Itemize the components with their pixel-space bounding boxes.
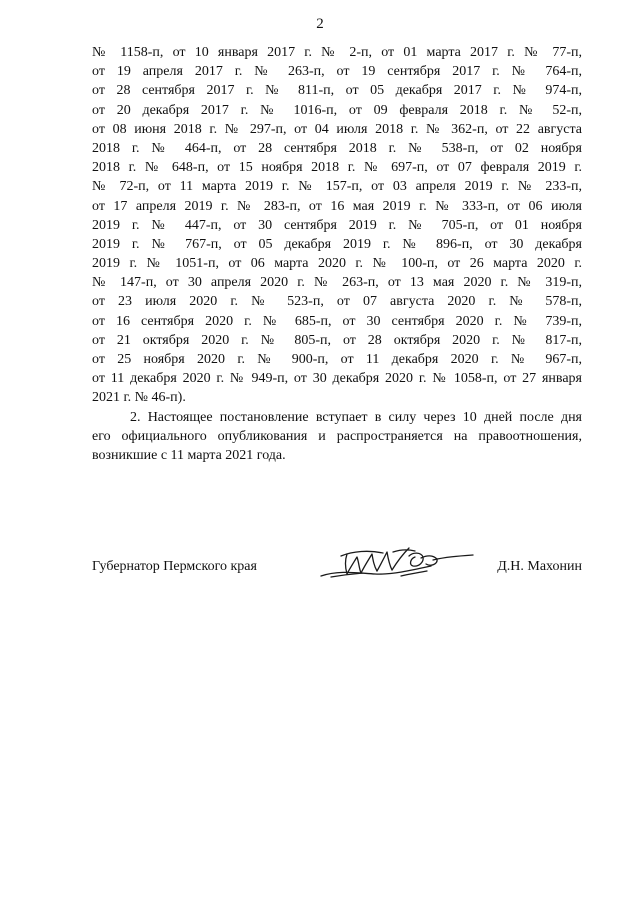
- handwritten-signature: [317, 540, 477, 585]
- page-number: 2: [316, 16, 324, 32]
- text-line: от 21 октября 2020 г. № 805-п, от 28 октября 2020 г. № 817-п,: [92, 332, 582, 348]
- paragraph-1: [92, 43, 582, 408]
- text-line: 2019 г. № 767-п, от 05 декабря 2019 г. № 896-п, от 30 декабря: [92, 236, 582, 252]
- text-line: № 1158-п, от 10 января 2017 г. № 2-п, от 01 марта 2017 г. № 77-п,: [92, 45, 582, 60]
- text-line: 2018 г. № 464-п, от 28 сентября 2018 г. № 538-п, от 02 ноября: [92, 140, 582, 156]
- text-line: от 28 сентября 2017 г. № 811-п, от 05 декабря 2017 г. № 974-п,: [92, 83, 582, 99]
- text-line: от 11 декабря 2020 г. № 949-п, от 30 декабря 2020 г. № 1058-п, от 27 января: [92, 371, 582, 387]
- signer-position: Губернатор Пермского края: [92, 559, 257, 574]
- text-line: от 19 апреля 2017 г. № 263-п, от 19 сентября 2017 г. № 764-п,: [92, 64, 582, 80]
- text-line: от 08 июня 2018 г. № 297-п, от 04 июля 2018 г. № 362-п, от 22 августа: [92, 121, 582, 137]
- text-line: возникшие с 11 марта 2021 года.: [92, 447, 286, 463]
- text-line: 2019 г. № 447-п, от 30 сентября 2019 г. № 705-п, от 01 ноября: [92, 217, 582, 233]
- text-line: от 25 ноября 2020 г. № 900-п, от 11 декабря 2020 г. № 967-п,: [92, 352, 582, 367]
- text-line: от 20 декабря 2017 г. № 1016-п, от 09 февраля 2018 г. № 52-п,: [92, 102, 582, 118]
- text-line: от 17 апреля 2019 г. № 283-п, от 16 мая 2019 г. № 333-п, от 06 июля: [92, 198, 582, 214]
- text-line: 2019 г. № 1051-п, от 06 марта 2020 г. № 100-п, от 26 марта 2020 г.: [92, 256, 582, 272]
- paragraph-2: [92, 408, 582, 466]
- text-line: № 72-п, от 11 марта 2019 г. № 157-п, от 03 апреля 2019 г. № 233-п,: [92, 179, 582, 195]
- text-line: его официального опубликования и распространяется на правоотношения,: [92, 428, 582, 444]
- text-line: от 16 сентября 2020 г. № 685-п, от 30 сентября 2020 г. № 739-п,: [92, 313, 582, 329]
- signature-block: [92, 540, 582, 590]
- text-line: от 23 июля 2020 г. № 523-п, от 07 августа 2020 г. № 578-п,: [92, 294, 582, 310]
- text-line: 2. Настоящее постановление вступает в силу через 10 дней после дня: [130, 409, 582, 425]
- text-line: № 147-п, от 30 апреля 2020 г. № 263-п, от 13 мая 2020 г. № 319-п,: [92, 275, 582, 291]
- text-line: 2018 г. № 648-п, от 15 ноября 2018 г. № 697-п, от 07 февраля 2019 г.: [92, 160, 582, 176]
- signer-name: Д.Н. Махонин: [497, 559, 582, 574]
- text-line: 2021 г. № 46-п).: [92, 390, 186, 406]
- document-body: [92, 43, 582, 465]
